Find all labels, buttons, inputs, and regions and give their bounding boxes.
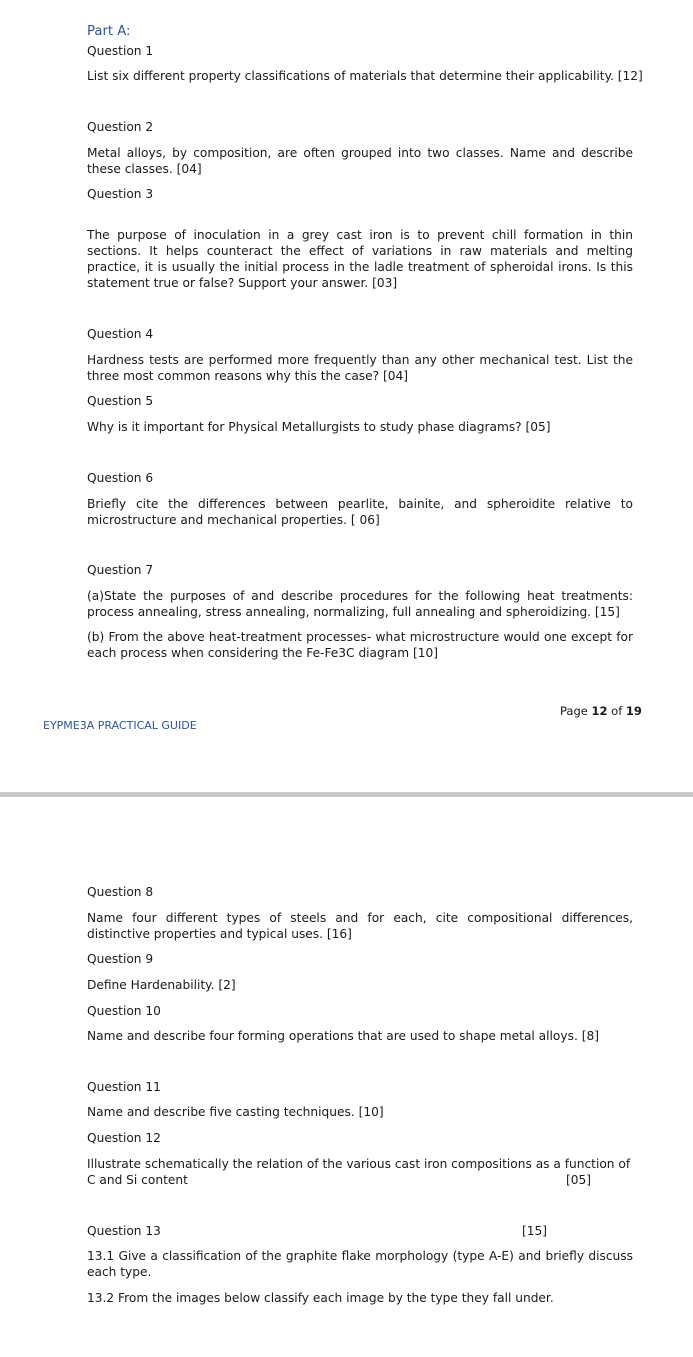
question-13-marks: [15] — [522, 1224, 548, 1238]
question-1-heading: Question 1 — [87, 44, 154, 58]
document-page-13 — [0, 797, 693, 1357]
question-9-heading: Question 9 — [87, 952, 154, 966]
guide-footer: EYPME3A PRACTICAL GUIDE — [43, 719, 197, 732]
question-7b-text: (b) From the above heat-treatment processes- what microstructure would one except for each process when considering the Fe-Fe3C diagram [10] — [87, 630, 633, 660]
question-1-text: List six different property classifications of materials that determine their applicability. [12] — [87, 69, 643, 83]
question-7a-text: (a)State the purposes of and describe procedures for the following heat treatments: process annealing, stress annealing, normalizing, full annealing and spheroidizing. [15] — [87, 589, 633, 619]
question-8-text: Name four different types of steels and for each, cite compositional differences, distinctive properties and typical uses. [16] — [87, 911, 633, 941]
question-13-1-text: 13.1 Give a classification of the graphite flake morphology (type A-E) and briefly discuss each type. — [87, 1249, 633, 1279]
question-2-text: Metal alloys, by composition, are often grouped into two classes. Name and describe these classes. [04] — [87, 146, 633, 176]
question-5-text: Why is it important for Physical Metallurgists to study phase diagrams? [05] — [87, 420, 551, 434]
page-number: Page 12 of 19 — [560, 704, 642, 718]
question-10-heading: Question 10 — [87, 1004, 161, 1018]
question-7-heading: Question 7 — [87, 563, 154, 577]
question-12-marks: [05] — [566, 1173, 592, 1187]
question-5-heading: Question 5 — [87, 394, 154, 408]
question-12-text-line1: Illustrate schematically the relation of the various cast iron compositions as a function of — [87, 1157, 631, 1171]
question-3-text: The purpose of inoculation in a grey cast iron is to prevent chill formation in thin sections. It helps counteract the effect of variations in raw materials and melting practice, it is usually the initial process in the ladle treatment of spheroidal irons. Is this statement true or false? Support your answer. [03] — [87, 228, 633, 290]
question-11-heading: Question 11 — [87, 1080, 161, 1094]
question-4-heading: Question 4 — [87, 327, 154, 341]
question-10-text: Name and describe four forming operations that are used to shape metal alloys. [8] — [87, 1029, 599, 1043]
question-11-text: Name and describe five casting techniques. [10] — [87, 1105, 384, 1119]
question-6-text: Briefly cite the differences between pearlite, bainite, and spheroidite relative to microstructure and mechanical properties. [ 06] — [87, 497, 633, 527]
question-12-text-line2: C and Si content — [87, 1173, 188, 1187]
question-13-2-text: 13.2 From the images below classify each image by the type they fall under. — [87, 1291, 554, 1305]
question-9-text: Define Hardenability. [2] — [87, 978, 236, 992]
question-8-heading: Question 8 — [87, 885, 154, 899]
question-6-heading: Question 6 — [87, 471, 154, 485]
question-4-text: Hardness tests are performed more frequently than any other mechanical test. List the three most common reasons why this the case? [04] — [87, 353, 633, 383]
question-2-heading: Question 2 — [87, 120, 154, 134]
question-3-heading: Question 3 — [87, 187, 154, 201]
question-13-heading: Question 13 — [87, 1224, 161, 1238]
part-title: Part A: — [87, 24, 131, 39]
question-12-heading: Question 12 — [87, 1131, 161, 1145]
